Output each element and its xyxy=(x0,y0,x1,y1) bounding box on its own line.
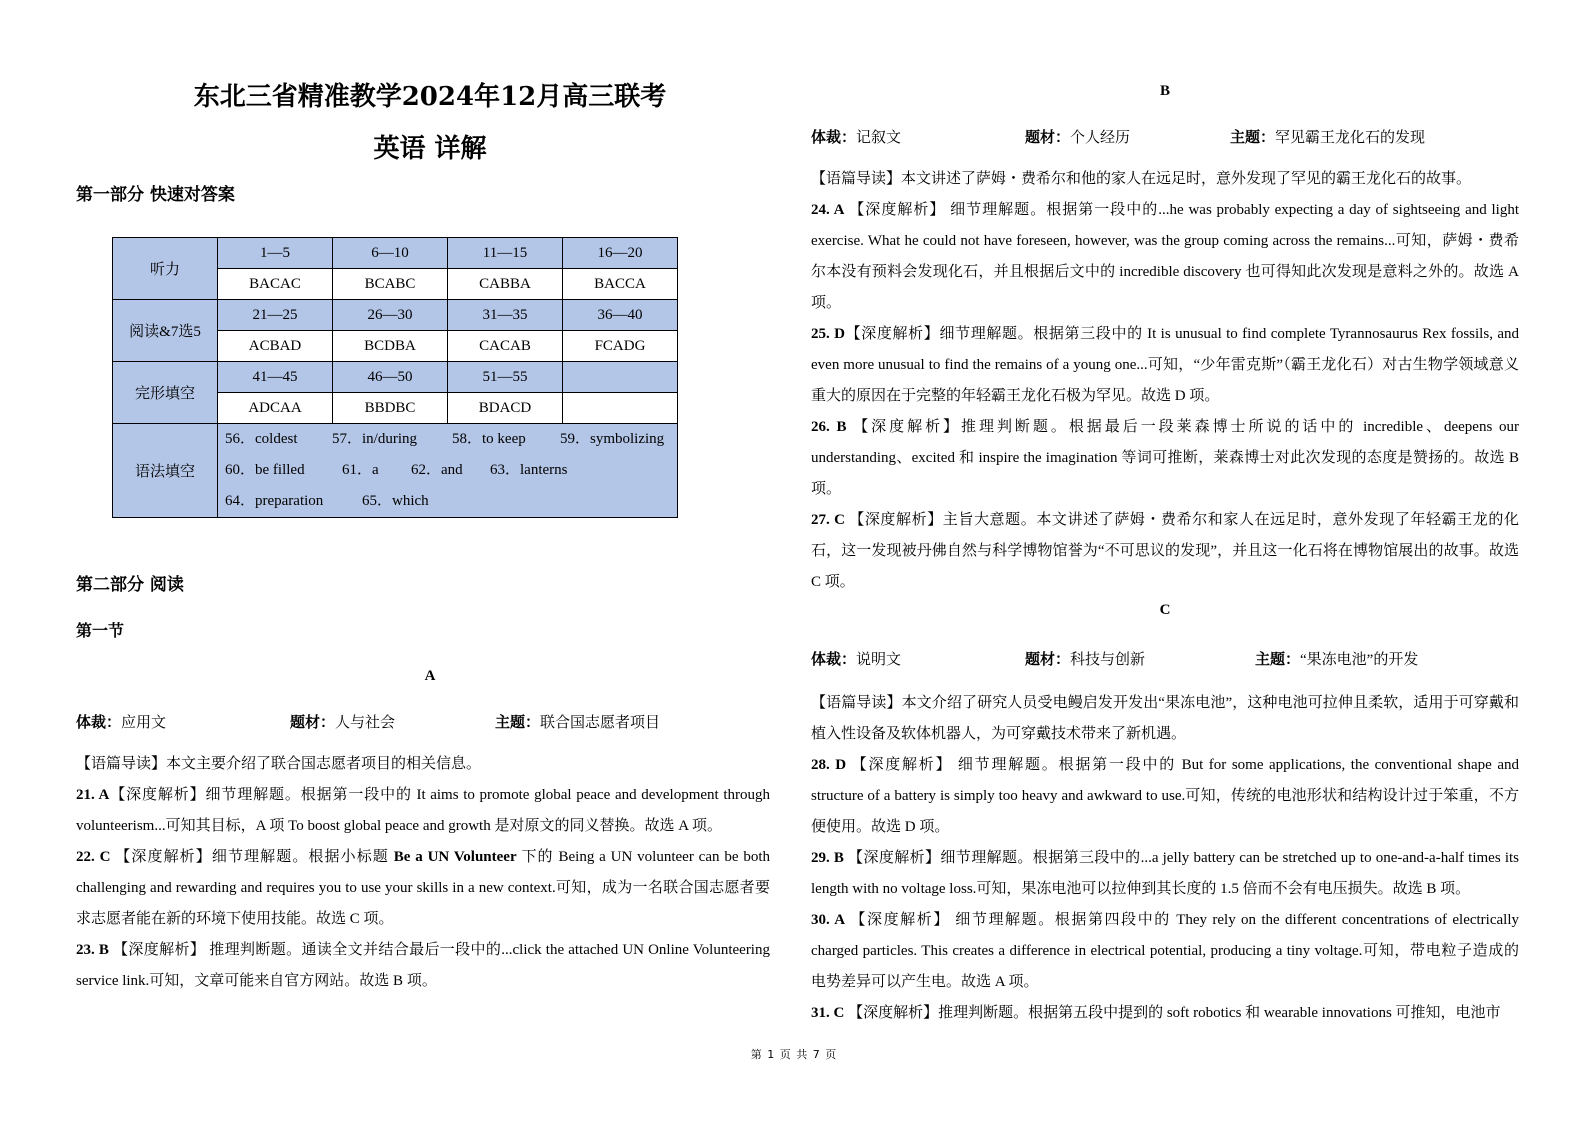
section-heading: 第一节 xyxy=(76,621,125,640)
grammar-item: 64．preparation xyxy=(225,493,324,509)
passage-c-intro: 【语篇导读】本文介绍了研究人员受电鳗启发开发出“果冻电池”，这种电池可拉伸且柔软，适用于可穿戴和植入性设备及软体机器人，为可穿戴技术带来了新机遇。 xyxy=(811,695,1519,742)
answer-cell: BCDBA xyxy=(333,331,448,362)
passage-b-genre: 体裁：记叙文 xyxy=(811,128,902,146)
grammar-item: 65．which xyxy=(362,493,429,509)
passage-a-intro: 【语篇导读】本文主要介绍了联合国志愿者项目的相关信息。 xyxy=(76,756,482,772)
row-label-reading: 阅读&7选5 xyxy=(113,300,218,362)
answer-cell: FCADG xyxy=(563,331,678,362)
answer-21: 21. A【深度解析】细节理解题。根据第一段中的 It aims to promote global peace and development through volunteerism...可知其目标，A 项 To boost global peace and growth 是对原文的同义替换。故选 A 项。 xyxy=(76,787,770,834)
grammar-item: 57．in/during xyxy=(332,431,417,447)
passage-a-genre: 体裁：应用文 xyxy=(76,713,167,731)
passage-b-body xyxy=(811,164,1519,598)
grammar-answers xyxy=(218,424,678,518)
grammar-item: 56．coldest xyxy=(225,431,298,447)
answer-cell: BBDBC xyxy=(333,393,448,424)
passage-a-topic: 题材：人与社会 xyxy=(290,713,396,731)
passage-c-letter: C xyxy=(1159,602,1171,618)
range-cell: 31—35 xyxy=(448,300,563,331)
range-cell: 46—50 xyxy=(333,362,448,393)
range-cell: 51—55 xyxy=(448,362,563,393)
answer-29: 29. B 【深度解析】细节理解题。根据第三段中的...a jelly battery can be stretched up to one-and-a-half times its length with no voltage loss.可知，果冻电池可以拉伸到其长度的 1.5 倍而不会有电压损失。故选 B 项。 xyxy=(811,850,1519,897)
answer-cell: BCABC xyxy=(333,269,448,300)
passage-b-theme: 主题：罕见霸王龙化石的发现 xyxy=(1230,128,1426,146)
grammar-item: 63．lanterns xyxy=(490,462,568,478)
answer-table xyxy=(112,237,678,518)
passage-b-topic: 题材：个人经历 xyxy=(1025,128,1131,146)
range-cell: 26—30 xyxy=(333,300,448,331)
range-cell: 6—10 xyxy=(333,238,448,269)
range-cell: 16—20 xyxy=(563,238,678,269)
range-cell: 41—45 xyxy=(218,362,333,393)
answer-cell: ADCAA xyxy=(218,393,333,424)
range-cell: 1—5 xyxy=(218,238,333,269)
grammar-item: 58．to keep xyxy=(452,431,526,447)
passage-c-genre: 体裁：说明文 xyxy=(811,650,902,668)
answer-27: 27. C 【深度解析】主旨大意题。本文讲述了萨姆・费希尔和家人在远足时，意外发现了年轻霸王龙的化石，这一发现被丹佛自然与科学博物馆誉为“不可思议的发现”，并且这一化石将在博物馆展出的故事。故选 C 项。 xyxy=(811,512,1519,590)
passage-b-intro: 【语篇导读】本文讲述了萨姆・费希尔和他的家人在远足时，意外发现了罕见的霸王龙化石的故事。 xyxy=(811,171,1472,187)
range-cell: 11—15 xyxy=(448,238,563,269)
answer-cell xyxy=(563,393,678,424)
passage-a-body xyxy=(76,749,770,997)
answer-30: 30. A 【深度解析】 细节理解题。根据第四段中的 They rely on the different concentrations of electrically charged particles. This creates a difference in electrical potential, producing a tiny voltage.可知，带电粒子造成的电势差异可以产生电。故选 A 项。 xyxy=(811,912,1519,990)
page-subtitle: 英语 详解 xyxy=(373,134,487,164)
passage-a-letter: A xyxy=(424,668,436,684)
part1-heading: 第一部分 快速对答案 xyxy=(76,185,235,205)
range-cell: 36—40 xyxy=(563,300,678,331)
part2-heading: 第二部分 阅读 xyxy=(76,575,184,595)
passage-a-theme: 主题：联合国志愿者项目 xyxy=(495,713,661,731)
answer-23: 23. B 【深度解析】 推理判断题。通读全文并结合最后一段中的...click the attached UN Online Volunteering service link.可知，文章可能来自官方网站。故选 B 项。 xyxy=(76,942,770,989)
answer-24: 24. A 【深度解析】 细节理解题。根据第一段中的...he was probably expecting a day of sightseeing and light exercise. What he could not have foreseen, however, was the group coming across the remains...可知，萨姆・费希尔本没有预料会发现化石，并且根据后文中的 incredible discovery 也可得知此次发现是意料之外的。故选 A 项。 xyxy=(811,202,1519,311)
answer-31: 31. C 【深度解析】推理判断题。根据第五段中提到的 soft robotics 和 wearable innovations 可推知，电池市 xyxy=(811,1005,1501,1021)
answer-cell: BACCA xyxy=(563,269,678,300)
answer-22: 22. C 【深度解析】细节理解题。根据小标题 Be a UN Volunteer 下的 Being a UN volunteer can be both challenging and rewarding and requires you to use your skills in a new context.可知，成为一名联合国志愿者要求志愿者能在新的环境下使用技能。故选 C 项。 xyxy=(76,849,770,927)
page-footer: 第 1 页 共 7 页 xyxy=(750,1048,838,1061)
answer-cell: CACAB xyxy=(448,331,563,362)
range-cell: 21—25 xyxy=(218,300,333,331)
range-cell xyxy=(563,362,678,393)
answer-cell: CABBA xyxy=(448,269,563,300)
grammar-item: 61．a xyxy=(342,462,379,478)
passage-c-body xyxy=(811,688,1519,1029)
row-label-listening: 听力 xyxy=(113,238,218,300)
answer-cell: ACBAD xyxy=(218,331,333,362)
grammar-item: 60．be filled xyxy=(225,462,305,478)
row-label-grammar: 语法填空 xyxy=(113,424,218,518)
grammar-item: 62．and xyxy=(411,462,463,478)
answer-cell: BACAC xyxy=(218,269,333,300)
grammar-item: 59．symbolizing xyxy=(560,431,665,447)
answer-26: 26. B 【深度解析】推理判断题。根据最后一段莱森博士所说的话中的 incredible、deepens our understanding、excited 和 inspire the imagination 等词可推断，莱森博士对此次发现的态度是赞扬的。故选 B 项。 xyxy=(811,419,1519,497)
answer-28: 28. D 【深度解析】 细节理解题。根据第一段中的 But for some applications, the conventional shape and structure of a battery is simply too heavy and awkward to use.可知，传统的电池形状和结构设计过于笨重，不方便使用。故选 D 项。 xyxy=(811,757,1519,835)
passage-b-letter: B xyxy=(1159,83,1170,99)
passage-c-theme: 主题：“果冻电池”的开发 xyxy=(1255,650,1419,668)
page-title: 东北三省精准教学2024年12月高三联考 xyxy=(193,82,667,112)
passage-c-topic: 题材：科技与创新 xyxy=(1025,650,1146,668)
answer-cell: BDACD xyxy=(448,393,563,424)
answer-25: 25. D【深度解析】细节理解题。根据第三段中的 It is unusual to find complete Tyrannosaurus Rex fossils, and even more unusual to find the remains of a young one...可知，“少年雷克斯”（霸王龙化石）对古生物学领域意义重大的原因在于完整的年轻霸王龙化石极为罕见。故选 D 项。 xyxy=(811,326,1519,404)
row-label-cloze: 完形填空 xyxy=(113,362,218,424)
